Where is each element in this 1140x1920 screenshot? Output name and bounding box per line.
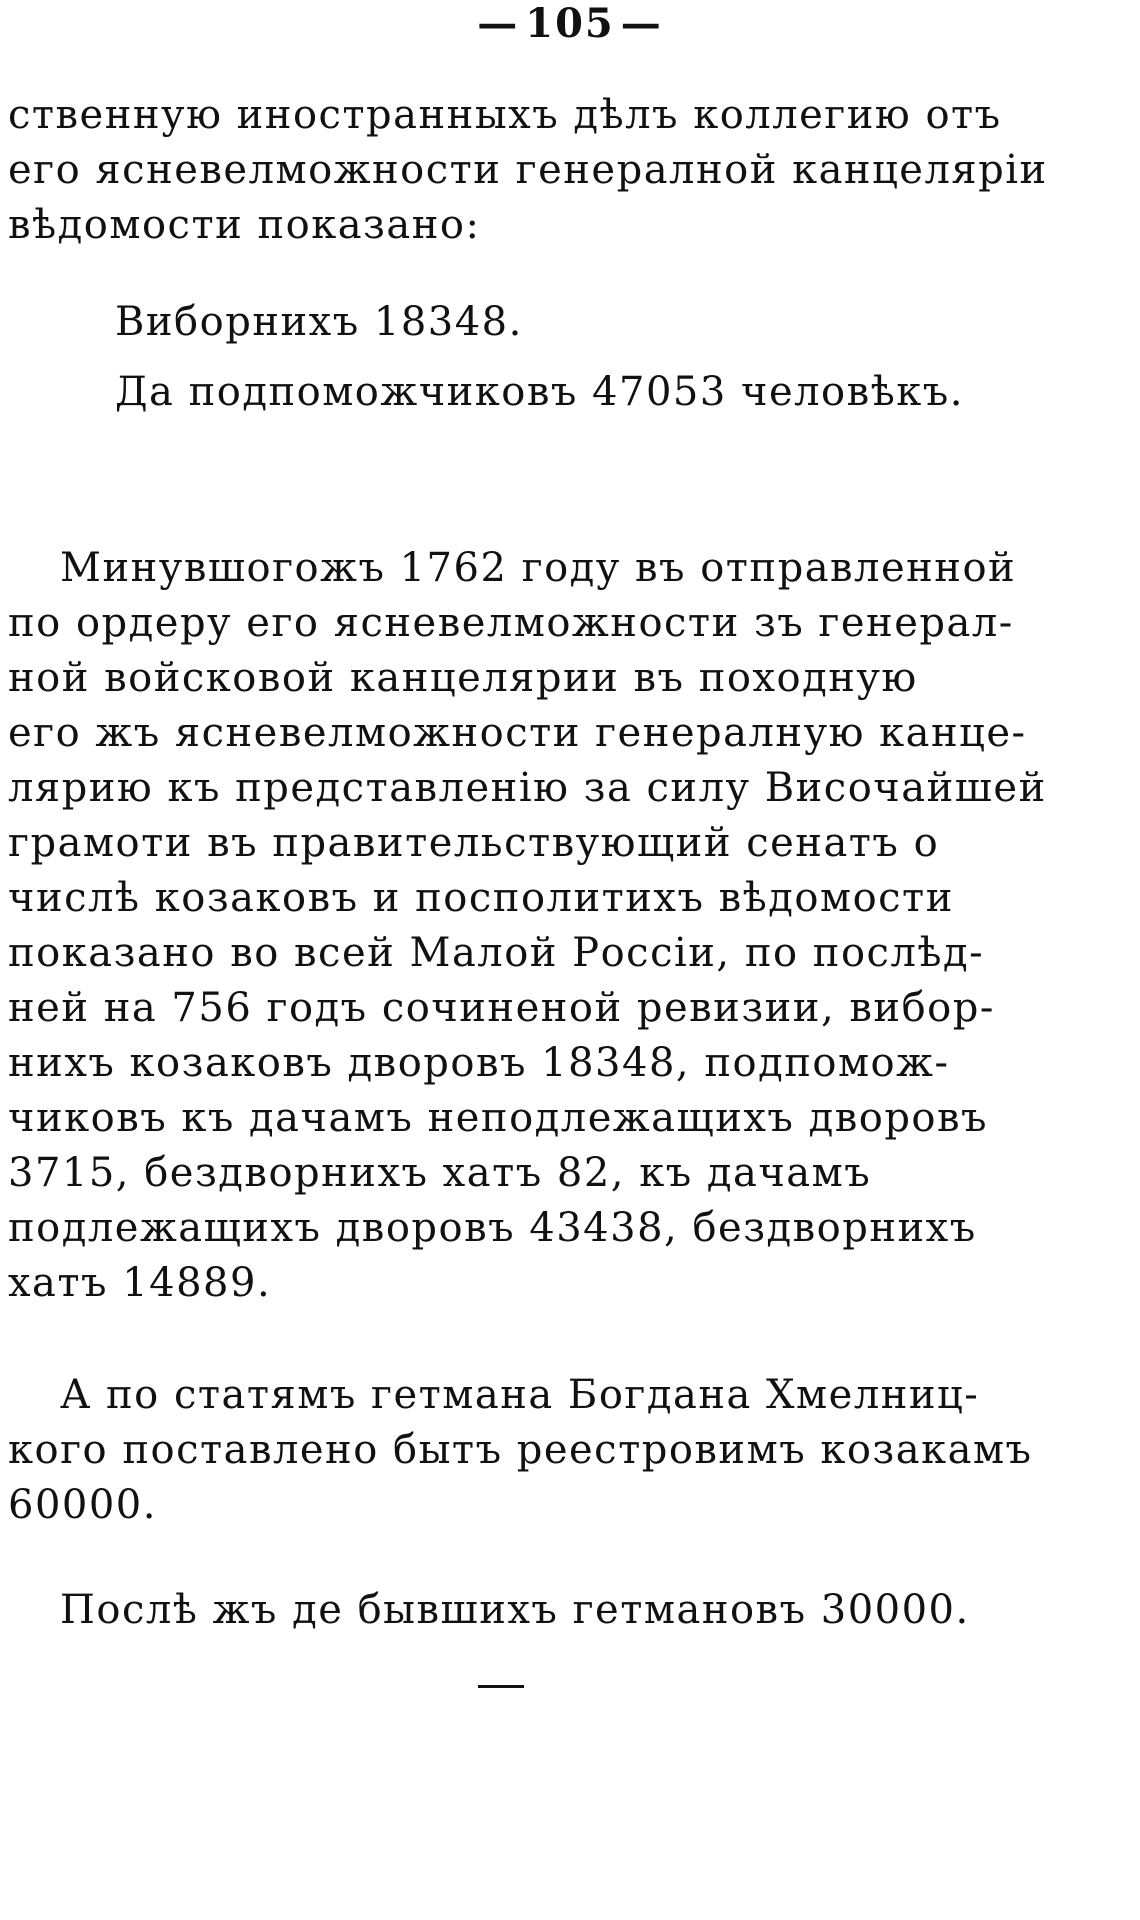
paragraph-1-line-3: вѣдомости показано:	[8, 202, 481, 248]
paragraph-1-line-2: его ясневелможности генералной канцеляріи	[8, 147, 1048, 193]
paragraph-2-line-14: хатъ 14889.	[8, 1260, 272, 1306]
paragraph-2-line-10: нихъ козаковъ дворовъ 18348, подпомож-	[8, 1040, 950, 1086]
paragraph-2-line-12: 3715, бездворнихъ хатъ 82, къ дачамъ	[8, 1150, 872, 1196]
paragraph-4-line-1: Послѣ жъ де бывшихъ гетмановъ 30000.	[60, 1587, 970, 1633]
figures-line-2: Да подпоможчиковъ 47053 человѣкъ.	[115, 369, 964, 415]
page-number-header: — 105 —	[477, 0, 663, 47]
paragraph-2-line-7: числѣ козаковъ и посполитихъ вѣдомости	[8, 875, 954, 921]
paragraph-2-line-1: Минувшогожъ 1762 году въ отправленной	[60, 545, 1017, 591]
paragraph-2-line-2: по ордеру его ясневелможности зъ генерал-	[8, 600, 1014, 646]
paragraph-2-line-6: грамоти въ правительствующий сенатъ о	[8, 820, 940, 866]
paragraph-1-line-1: ственную иностранныхъ дѣлъ коллегию отъ	[8, 92, 1002, 138]
paragraph-2-line-3: ной войсковой канцелярии въ походную	[8, 655, 918, 701]
paragraph-2-line-13: подлежащихъ дворовъ 43438, бездворнихъ	[8, 1205, 977, 1251]
paragraph-3-line-2: кого поставлено бытъ реестровимъ козакамъ	[8, 1427, 1033, 1473]
paragraph-2-line-8: показано во всей Малой Россіи, по послѣд-	[8, 930, 985, 976]
paragraph-2-line-4: его жъ ясневелможности генералную канце-	[8, 710, 1027, 756]
closing-rule	[478, 1685, 524, 1688]
paragraph-2-line-11: чиковъ къ дачамъ неподлежащихъ дворовъ	[8, 1095, 988, 1141]
page-number: 105	[525, 0, 615, 47]
figures-line-1: Виборнихъ 18348.	[115, 299, 523, 345]
paragraph-2-line-9: ней на 756 годъ сочиненой ревизии, вибор-	[8, 985, 995, 1031]
paragraph-3-line-3: 60000.	[8, 1482, 157, 1528]
paragraph-2-line-5: лярию къ представленію за силу Височайшей	[8, 765, 1047, 811]
paragraph-3-line-1: А по статямъ гетмана Богдана Хмелниц-	[60, 1372, 980, 1418]
